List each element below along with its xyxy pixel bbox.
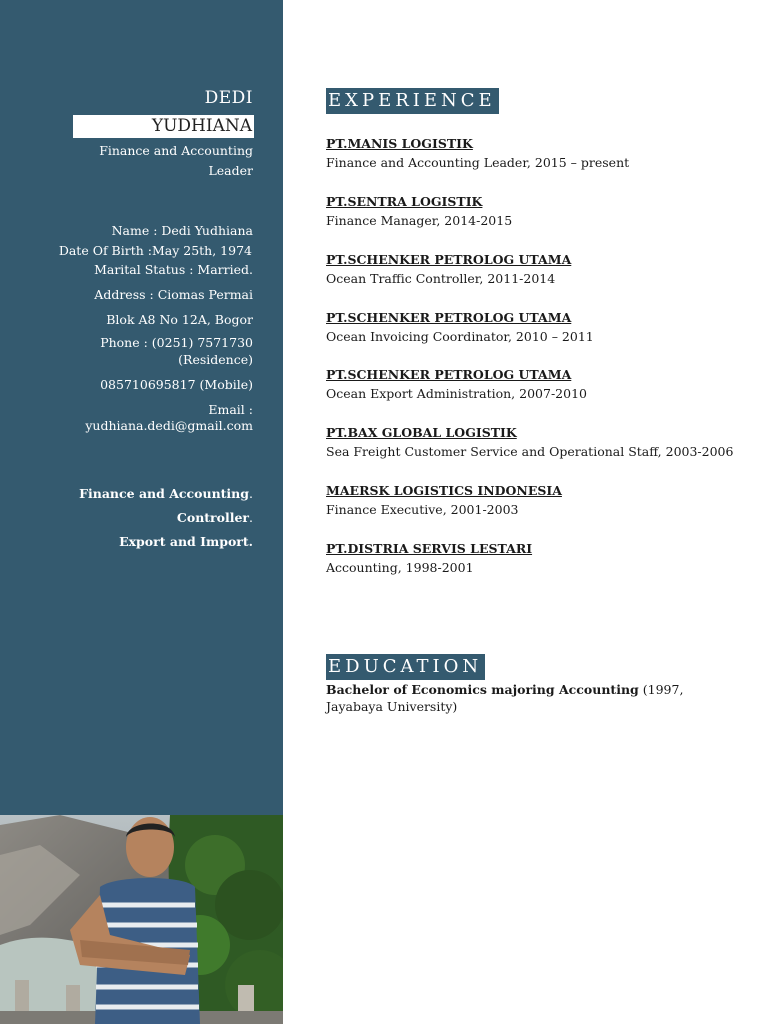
info-address: Address : Ciomas Permai [94, 287, 253, 302]
experience-item [326, 540, 746, 578]
company-name: PT.DISTRIA SERVIS LESTARI [326, 541, 533, 556]
info-email-label: Email : [208, 402, 253, 417]
info-marital-status: Marital Status : Married. [94, 262, 253, 277]
company-name: PT.SCHENKER PETROLOG UTAMA [326, 310, 572, 325]
job-role: Ocean Traffic Controller, 2011-2014 [326, 271, 556, 286]
info-dob: Date Of Birth :May 25th, 1974 [58, 243, 252, 258]
last-name: YUDHIANA [73, 115, 254, 138]
degree-detail: (1997, Jayabaya University) [326, 682, 684, 714]
education-entry [326, 681, 726, 715]
job-role: Ocean Export Administration, 2007-2010 [326, 386, 587, 401]
job-role: Finance Manager, 2014-2015 [326, 213, 513, 228]
profile-photo [0, 815, 283, 1024]
experience-item [326, 366, 746, 404]
experience-item [326, 251, 746, 289]
skill-item: Controller. [176, 510, 253, 525]
job-role: Accounting, 1998-2001 [326, 560, 474, 575]
experience-heading: EXPERIENCE [326, 88, 499, 114]
experience-item [326, 309, 746, 347]
info-phone: Phone : (0251) 7571730 [100, 335, 253, 350]
experience-item [326, 135, 746, 173]
company-name: MAERSK LOGISTICS INDONESIA [326, 483, 562, 498]
experience-item [326, 424, 746, 462]
company-name: PT.SENTRA LOGISTIK [326, 194, 483, 209]
experience-item [326, 482, 746, 520]
education-heading: EDUCATION [326, 654, 485, 680]
company-name: PT.SCHENKER PETROLOG UTAMA [326, 367, 572, 382]
skill-item: Export and Import. [119, 534, 253, 549]
skill-item: Finance and Accounting. [79, 486, 253, 501]
job-title: Finance and Accounting Leader [99, 143, 253, 178]
company-name: PT.BAX GLOBAL LOGISTIK [326, 425, 517, 440]
experience-item [326, 193, 746, 231]
info-address-line-2: Blok A8 No 12A, Bogor [106, 312, 253, 327]
first-name: DEDI [204, 88, 253, 108]
info-name: Name : Dedi Yudhiana [111, 223, 253, 238]
job-role: Ocean Invoicing Coordinator, 2010 – 2011 [326, 329, 594, 344]
info-mobile: 085710695817 (Mobile) [100, 377, 253, 392]
job-role: Finance Executive, 2001-2003 [326, 502, 519, 517]
job-role: Finance and Accounting Leader, 2015 – present [326, 155, 630, 170]
info-phone-type: (Residence) [178, 352, 253, 367]
degree: Bachelor of Economics majoring Accounting [326, 682, 639, 697]
company-name: PT.SCHENKER PETROLOG UTAMA [326, 252, 572, 267]
company-name: PT.MANIS LOGISTIK [326, 136, 473, 151]
info-email: yudhiana.dedi@gmail.com [85, 418, 253, 433]
job-role: Sea Freight Customer Service and Operational Staff, 2003-2006 [326, 444, 734, 459]
